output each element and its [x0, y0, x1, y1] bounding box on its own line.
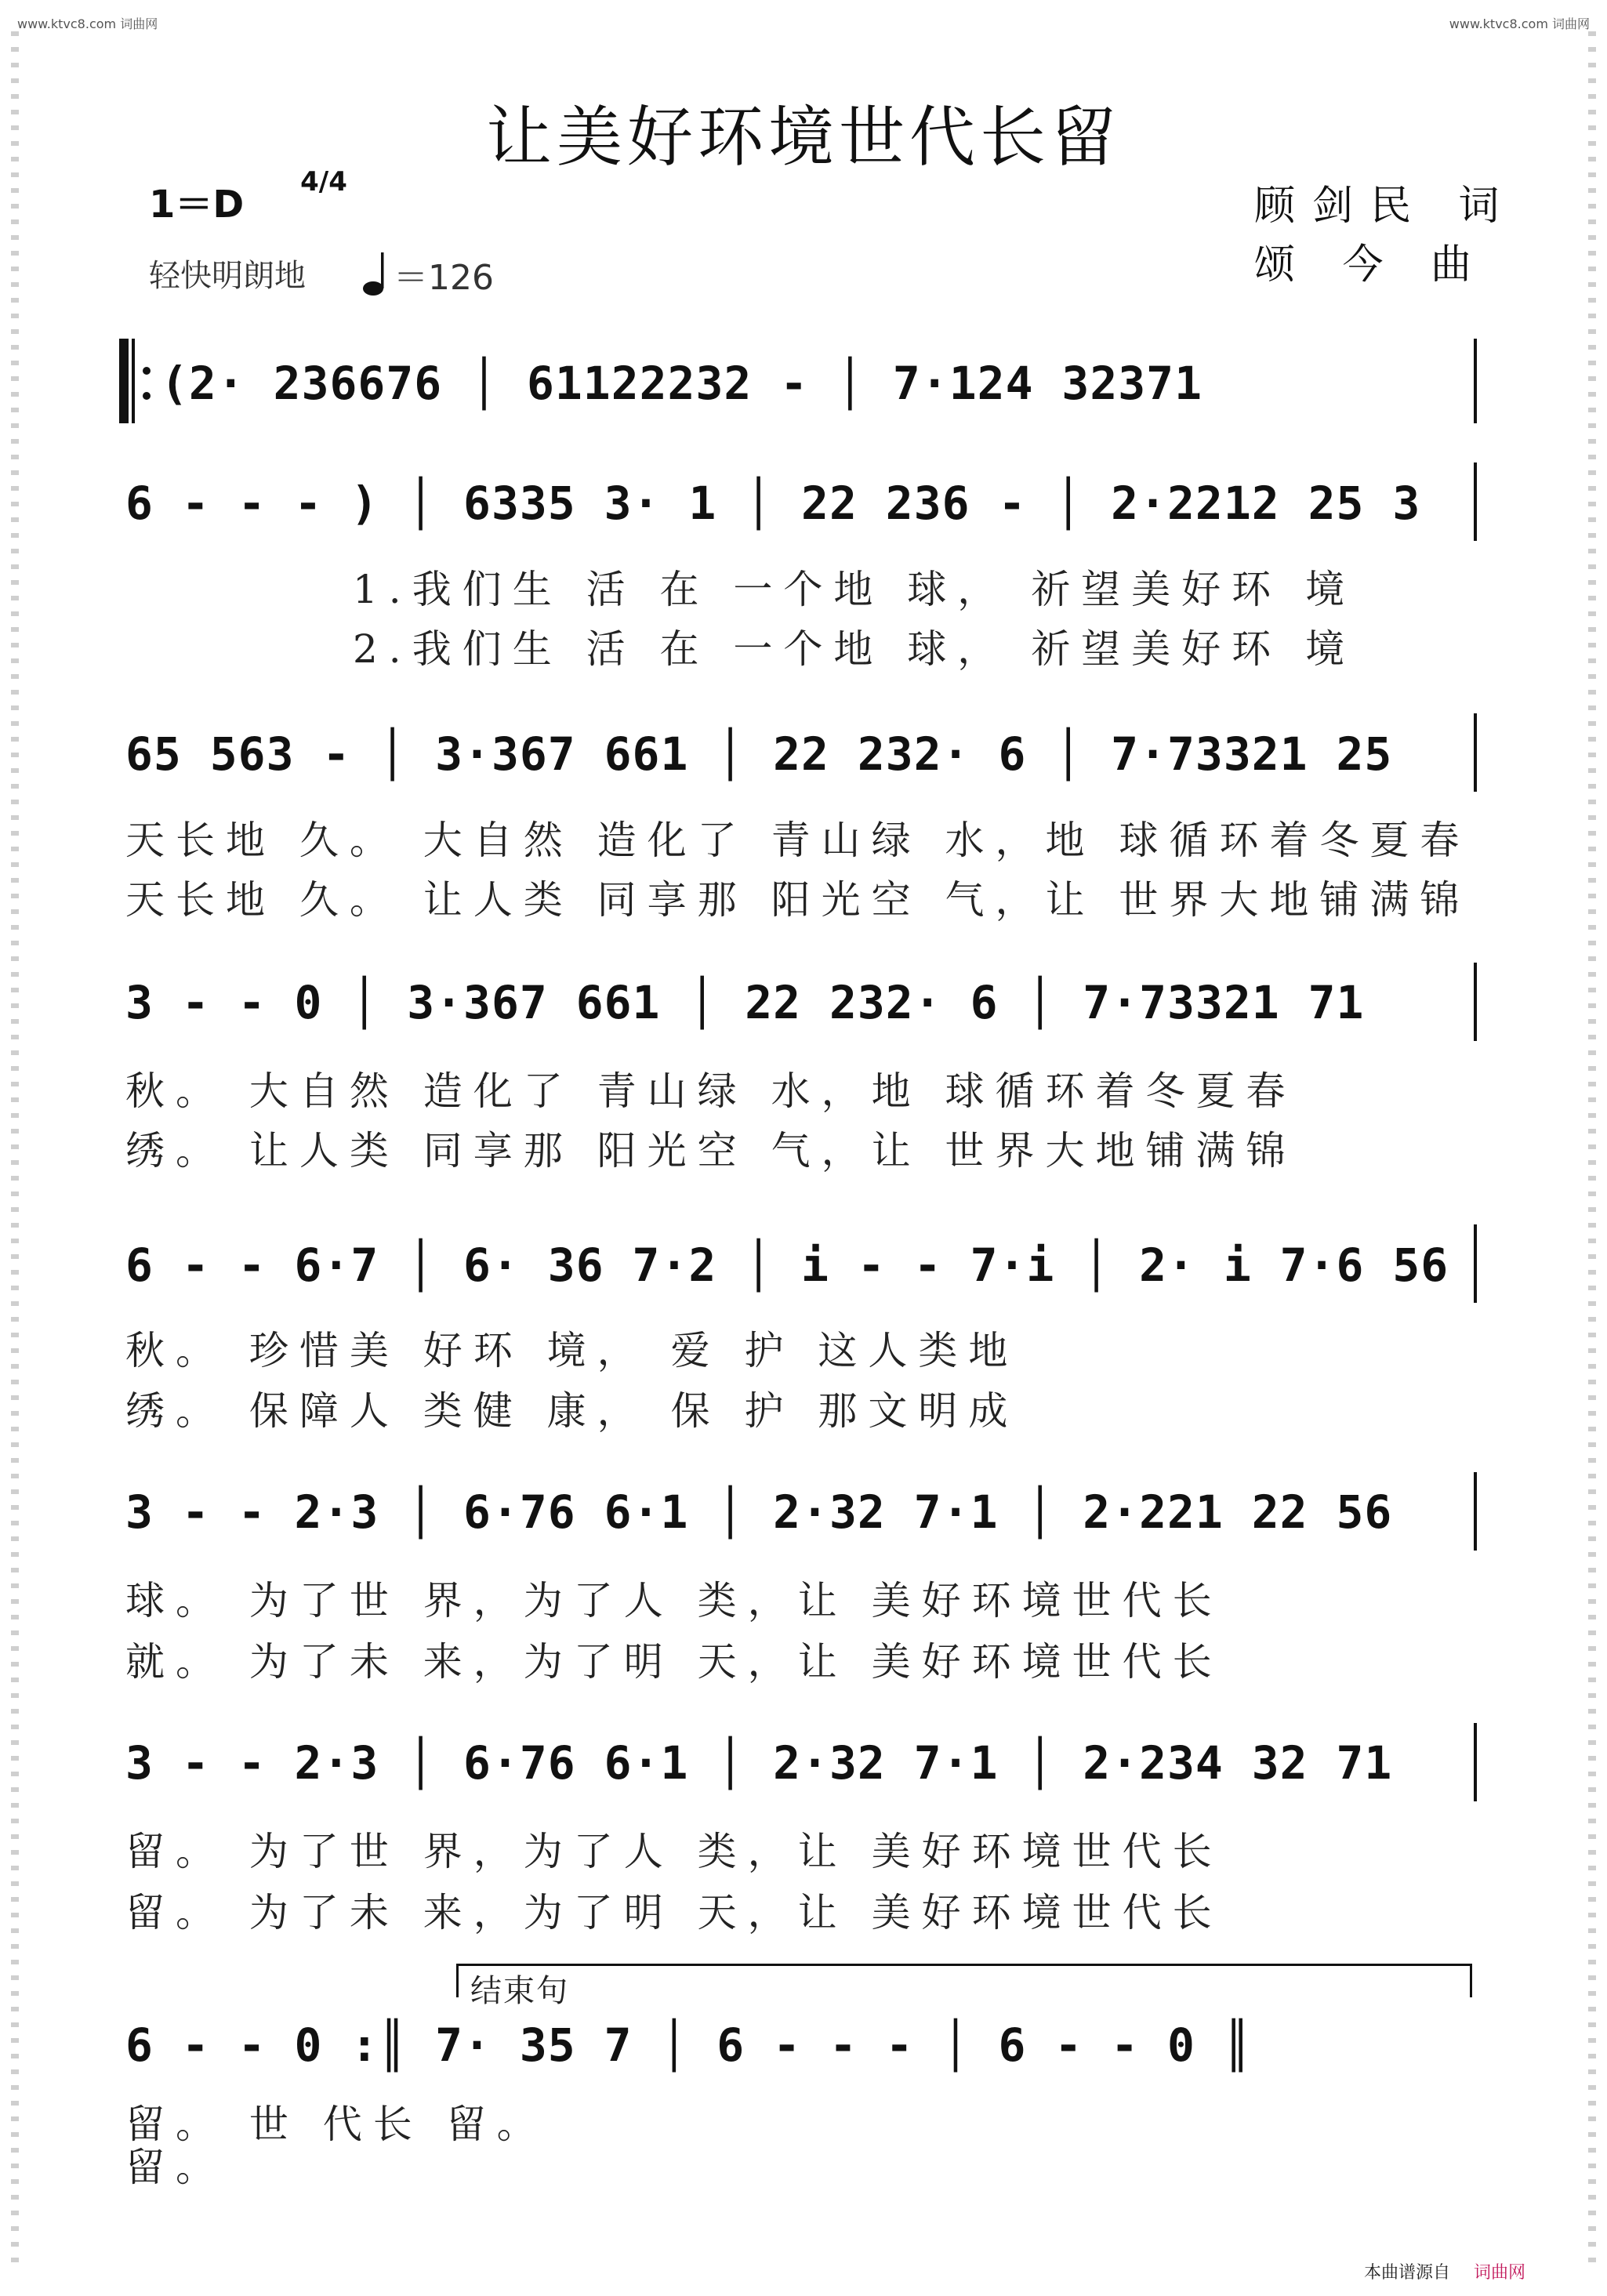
notation-line-1: (2· 236676 │ 61122232 - │ 7·124 32371 — [161, 357, 1203, 410]
lyrics-verse-2: 留。 为了未 来，为了明 天，让 美好环境世代长 — [125, 1890, 1223, 1935]
lyrics-verse-2: 2.我们生 活 在 一个地 球， 祈望美好环 境 — [353, 626, 1356, 672]
quarter-note-icon — [362, 249, 394, 298]
lyrics-verse-2: 绣。 保障人 类健 康， 保 护 那文明成 — [125, 1388, 1019, 1434]
tempo-bpm: ＝126 — [394, 258, 494, 298]
notation-line-5: 6 - - 6·7 │ 6· 36 7·2 │ i - - 7·i │ 2· i 7·6 56 — [125, 1239, 1449, 1292]
barline-end — [1474, 1723, 1477, 1801]
lyrics-verse-1: 留。 为了世 界，为了人 类，让 美好环境世代长 — [125, 1829, 1223, 1874]
barline-end — [1474, 1224, 1477, 1303]
lyrics-verse-2: 绣。 让人类 同享那 阳光空 气，让 世界大地铺满锦 — [125, 1128, 1297, 1173]
notation-line-8: 6 - - 0 :║ 7· 35 7 │ 6 - - - │ 6 - - 0 ║ — [125, 2019, 1252, 2072]
repeat-dot — [143, 367, 151, 375]
lyrics-verse-1: 秋。 大自然 造化了 青山绿 水，地 球循环着冬夏春 — [125, 1068, 1297, 1114]
lyrics-verse-1: 球。 为了世 界，为了人 类，让 美好环境世代长 — [125, 1578, 1223, 1623]
lyrics-verse-1: 天长地 久。 大自然 造化了 青山绿 水，地 球循环着冬夏春 — [125, 818, 1471, 863]
lyrics-verse-1: 秋。 珍惜美 好环 境， 爱 护 这人类地 — [125, 1328, 1019, 1373]
lyrics-verse-2: 留。 — [125, 2145, 226, 2190]
barline-end — [1474, 713, 1477, 792]
notation-line-6: 3 - - 2·3 │ 6·76 6·1 │ 2·32 7·1 │ 2·221 22 56 — [125, 1485, 1393, 1539]
coda-label: 结束句 — [470, 1973, 569, 2009]
notation-line-2: 6 - - - ) │ 6335 3· 1 │ 22 236 - │ 2·2212 25 3 — [125, 477, 1421, 530]
lyrics-verse-1: 留。 世 代长 留。 — [125, 2102, 547, 2147]
right-margin-watermark — [1588, 31, 1596, 2273]
lyrics-verse-2: 天长地 久。 让人类 同享那 阳光空 气，让 世界大地铺满锦 — [125, 877, 1471, 923]
notation-line-3: 65 563 - │ 3·367 661 │ 22 232· 6 │ 7·73321 25 — [125, 727, 1393, 781]
repeat-start-thin-barline — [132, 339, 135, 423]
lyrics-verse-1: 1.我们生 活 在 一个地 球， 祈望美好环 境 — [353, 567, 1356, 612]
time-signature-value: 4/4 — [300, 166, 347, 198]
barline-end — [1474, 963, 1477, 1041]
barline-end — [1474, 339, 1477, 423]
tempo-marking: 轻快明朗地 — [149, 258, 306, 294]
watermark-left: www.ktvc8.com 词曲网 — [17, 16, 158, 31]
lyrics-verse-2: 就。 为了未 来，为了明 天，让 美好环境世代长 — [125, 1639, 1223, 1685]
notation-line-4: 3 - - 0 │ 3·367 661 │ 22 232· 6 │ 7·73321 71 — [125, 976, 1365, 1029]
footer-site-link[interactable]: 词曲网 — [1474, 2263, 1526, 2283]
footer-source: 本曲谱源自 — [1364, 2263, 1451, 2283]
key-signature: 1＝D — [149, 183, 245, 227]
watermark-right: www.ktvc8.com 词曲网 — [1449, 16, 1590, 31]
left-margin-watermark — [11, 31, 19, 2273]
lyricist-credit: 顾剑民 词 — [1254, 183, 1517, 230]
repeat-start-barline — [119, 339, 129, 423]
composer-credit: 颂 今 曲 — [1254, 241, 1489, 288]
barline-end — [1474, 1472, 1477, 1551]
coda-bracket — [456, 1964, 1472, 1997]
song-title: 让美好环境世代长留 — [485, 99, 1121, 176]
notation-line-7: 3 - - 2·3 │ 6·76 6·1 │ 2·32 7·1 │ 2·234 32 71 — [125, 1736, 1393, 1790]
repeat-dot — [143, 392, 151, 400]
barline-end — [1474, 462, 1477, 541]
time-signature — [300, 166, 347, 198]
